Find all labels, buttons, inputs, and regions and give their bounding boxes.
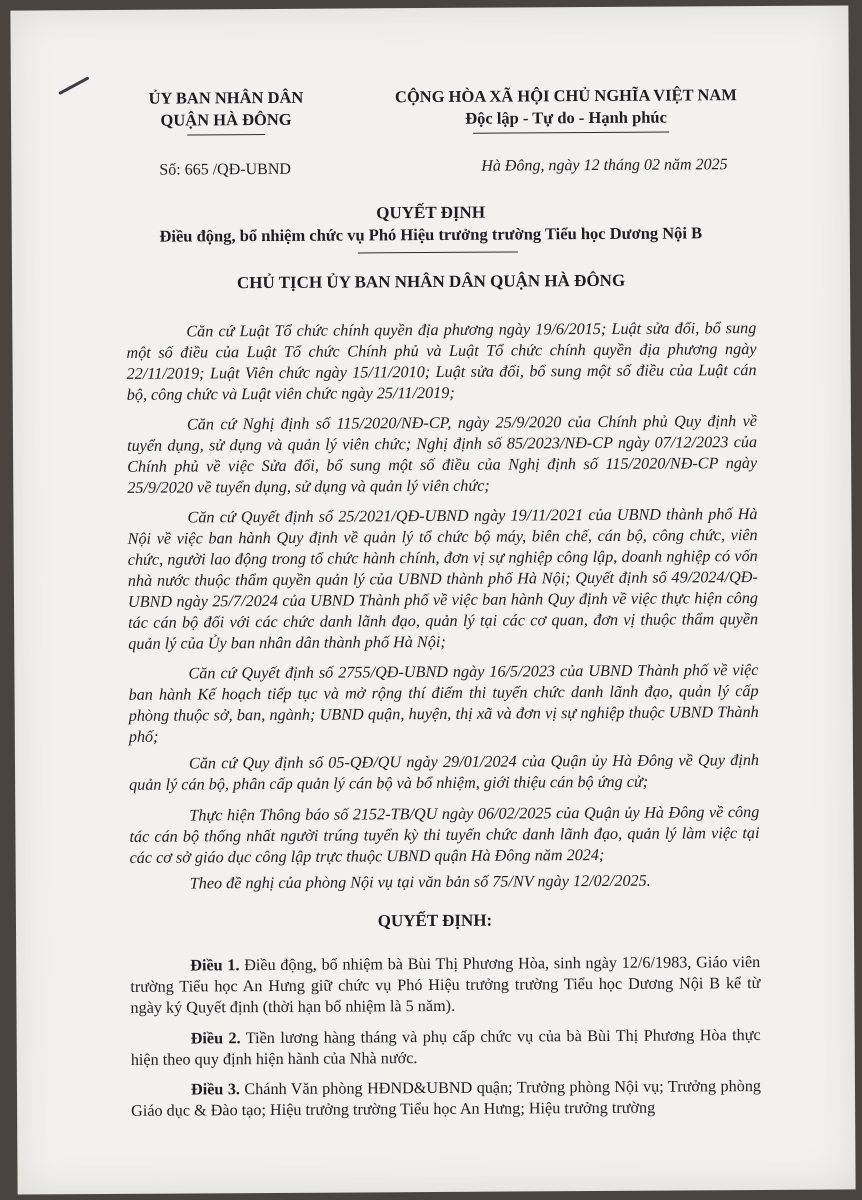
subject-underline [358,251,518,253]
issuing-authority-title: CHỦ TỊCH ỦY BAN NHÂN DÂN QUẬN HÀ ĐÔNG [236,270,626,293]
article-text: Tiền lương hàng tháng và phụ cấp chức vụ của bà Bùi Thị Phương Hòa thực hiện theo quy định hiện hành của Nhà nước. [130,1026,761,1069]
basis-paragraph: Căn cứ Quyết định số 25/2021/QĐ-UBND ngày 19/11/2021 của UBND thành phố Hà Nội về việc ban hành Quy định về quản lý tổ chức bộ máy, biên chế, cán bộ, công chức, viên chức, người lao động trong tổ chức hành chính, đơn vị sự nghiệp công lập, doanh nghiệp có vốn nhà nước thuộc thẩm quyền quản lý của UBND thành phố Hà Nội; Quyết định số 49/2024/QĐ-UBND ngày 25/7/2024 của UBND Thành phố về việc ban hành Quy định về việc thực hiện công tác cán bộ đối với các chức danh lãnh đạo, quản lý tại các cơ quan, đơn vị thuộc thẩm quyền quản lý của Ủy ban nhân dân thành phố Hà Nội; [127,505,759,653]
nation-line-1: CỘNG HÒA XÃ HỘI CHỦ NGHĨA VIỆT NAM [394,85,737,107]
nation-line-2: Độc lập - Tự do - Hạnh phúc [465,107,667,128]
motto-underline [473,132,669,134]
article-label: Điều 2. [190,1029,241,1048]
basis-paragraph: Căn cứ Luật Tổ chức chính quyền địa phương ngày 19/6/2015; Luật sửa đổi, bổ sung một số điều của Luật Tổ chức Chính phủ và Luật Tổ chức chính quyền địa phương ngày 22/11/2019; Luật Viên chức ngày 15/11/2010; Luật sửa đổi, bổ sung một số điều của Luật cán bộ, công chức và Luật viên chức ngày 25/11/2019; [126,319,757,404]
org-underline [187,134,265,135]
org-line-2: QUẬN HÀ ĐÔNG [160,109,292,130]
basis-paragraph: Theo đề nghị của phòng Nội vụ tại văn bản số 75/NV ngày 12/02/2025. [189,871,651,893]
article-1 [130,952,760,1019]
place-date: Hà Đông, ngày 12 tháng 02 năm 2025 [481,156,728,175]
basis-paragraph: Thực hiện Thông báo số 2152-TB/QU ngày 06/02/2025 của Quận ủy Hà Đông về công tác cán bộ thống nhất người trúng tuyển kỳ thi tuyển chức danh lãnh đạo, quản lý làm việc tại các cơ sở giáo dục công lập trực thuộc UBND quận Hà Đông năm 2024; [129,803,760,867]
basis-paragraph: Căn cứ Quyết định số 2755/QĐ-UBND ngày 16/5/2023 của UBND Thành phố về việc ban hành Kế hoạch tiếp tục và mở rộng thí điểm thi tuyển chức danh lãnh đạo, quản lý cấp phòng thuộc sở, ban, ngành; UBND quận, huyện, thị xã và đơn vị sự nghiệp thuộc UBND Thành phố; [128,661,759,746]
document-number: Số: 665 /QĐ-UBND [159,160,291,179]
article-text: Điều động, bổ nhiệm bà Bùi Thị Phương Hòa, sinh ngày 12/6/1983, Giáo viên trường Tiểu học An Hưng giữ chức vụ Phó Hiệu trưởng trường Tiểu học Dương Nội B kể từ ngày ký Quyết định (thời hạn bổ nhiệm là 5 năm). [130,953,761,1017]
basis-paragraph: Căn cứ Nghị định số 115/2020/NĐ-CP, ngày 25/9/2020 của Chính phủ Quy định về tuyển dụng, sử dụng và quản lý viên chức; Nghị định số 85/2023/NĐ-CP ngày 07/12/2023 của Chính phủ về việc Sửa đổi, bổ sung một số điều của Nghị định số 115/2020/NĐ-CP ngày 25/9/2020 về tuyển dụng, sử dụng và quản lý viên chức; [126,412,758,497]
decision-heading: QUYẾT ĐỊNH: [377,910,493,931]
article-label: Điều 3. [190,1080,240,1099]
document-page [10,5,855,1194]
document-subject: Điều động, bổ nhiệm chức vụ Phó Hiệu trưởng trường Tiểu học Dương Nội B [159,223,703,246]
article-3 [131,1076,761,1122]
document-type: QUYẾT ĐỊNH [376,202,486,223]
basis-paragraph: Căn cứ Quy định số 05-QĐ/QU ngày 29/01/2024 của Quận ủy Hà Đông về Quy định quản lý cán bộ, phân cấp quản lý cán bộ và bổ nhiệm, giới thiệu cán bộ ứng cử; [129,751,760,794]
article-label: Điều 1. [190,956,240,975]
pen-mark [58,76,89,95]
national-header [361,84,771,131]
issuing-authority [121,87,331,132]
org-line-1: ỦY BAN NHÂN DÂN [148,87,304,108]
article-text: Chánh Văn phòng HĐND&UBND quận; Trưởng phòng Nội vụ; Trưởng phòng Giáo dục & Đào tạo; Hiệu trưởng trường Tiểu học An Hưng; Hiệu trưởng trường [131,1077,762,1120]
article-2 [131,1025,761,1071]
